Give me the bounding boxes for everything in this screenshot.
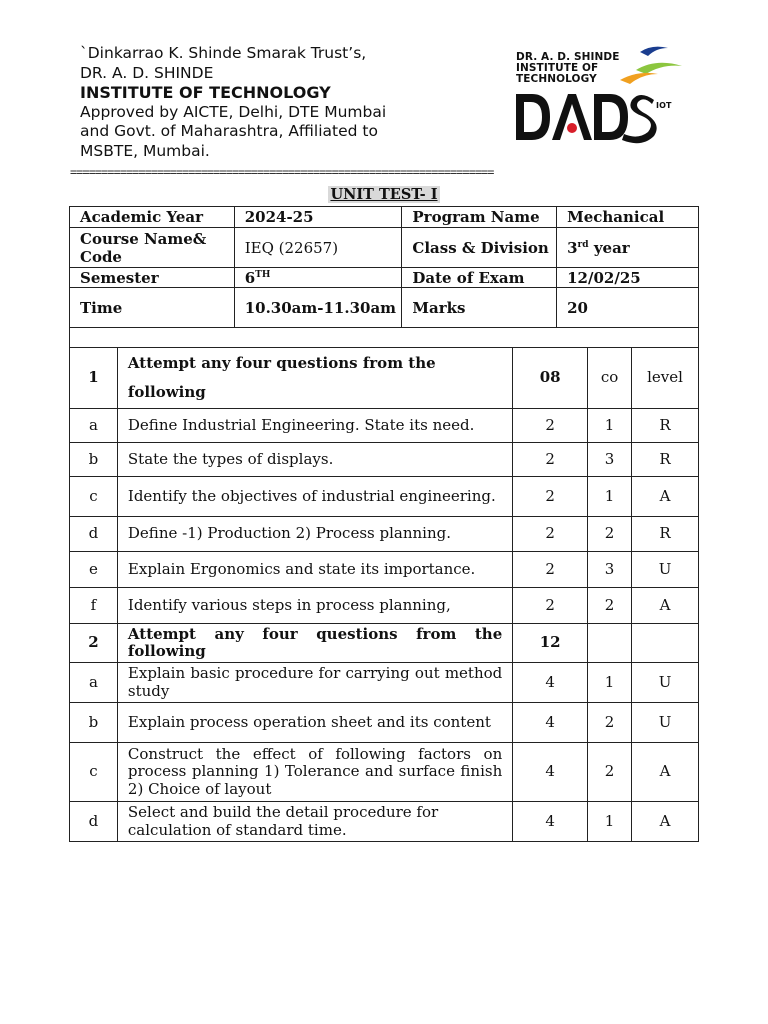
q1a-level: R (632, 409, 699, 443)
q1b-text: State the types of displays. (117, 443, 512, 477)
level-header: level (632, 348, 699, 409)
exam-info-table (69, 206, 699, 328)
header-divider: ==================================================================== (70, 166, 494, 178)
q2a-marks: 4 (513, 663, 588, 703)
program-name-value: Mechanical (557, 207, 699, 228)
q2-number: 2 (70, 624, 118, 663)
q2d-level: A (632, 802, 699, 842)
table-row (70, 207, 699, 228)
q2b-text: Explain process operation sheet and its content (117, 703, 512, 743)
q1c-co: 1 (588, 477, 632, 517)
q2b-level: U (632, 703, 699, 743)
spacer-row (69, 327, 699, 348)
course-value: IEQ (22657) (234, 228, 402, 268)
table-row (70, 517, 699, 552)
academic-year-value: 2024-25 (234, 207, 402, 228)
time-label: Time (70, 288, 235, 328)
test-title (0, 184, 768, 203)
table-row (70, 228, 699, 268)
approval-line-1: Approved by AICTE, Delhi, DTE Mumbai (80, 102, 387, 121)
academic-year-label: Academic Year (70, 207, 235, 228)
q1e-level: U (632, 552, 699, 588)
q1c-id: c (70, 477, 118, 517)
q2a-co: 1 (588, 663, 632, 703)
q1f-co: 2 (588, 588, 632, 624)
table-row (70, 288, 699, 328)
q1a-co: 1 (588, 409, 632, 443)
test-title-text: UNIT TEST- I (330, 186, 438, 203)
q1c-marks: 2 (513, 477, 588, 517)
q1c-text: Identify the objectives of industrial engineering. (117, 477, 512, 517)
program-name-label: Program Name (402, 207, 557, 228)
institute-short-name: DR. A. D. SHINDE (80, 63, 214, 82)
date-label: Date of Exam (402, 268, 557, 288)
q1b-id: b (70, 443, 118, 477)
q2b-co: 2 (588, 703, 632, 743)
blue-bird-icon (640, 47, 668, 56)
table-row (70, 663, 699, 703)
approval-line-3: MSBTE, Mumbai. (80, 141, 210, 160)
marks-label: Marks (402, 288, 557, 328)
q2-header-row (70, 624, 699, 663)
trust-name: `Dinkarrao K. Shinde Smarak Trust’s, (80, 44, 367, 62)
q1e-id: e (70, 552, 118, 588)
q1d-level: R (632, 517, 699, 552)
q1a-marks: 2 (513, 409, 588, 443)
class-value (557, 228, 699, 268)
q1d-text: Define -1) Production 2) Process planning. (117, 517, 512, 552)
table-row (70, 477, 699, 517)
q1f-text: Identify various steps in process planning, (117, 588, 512, 624)
q1e-text: Explain Ergonomics and state its importance. (117, 552, 512, 588)
q2-marks: 12 (513, 624, 588, 663)
q2a-id: a (70, 663, 118, 703)
q1-number: 1 (70, 348, 118, 409)
table-row (70, 552, 699, 588)
class-year: year (588, 238, 630, 257)
time-value: 10.30am-11.30am (234, 288, 402, 328)
q2d-co: 1 (588, 802, 632, 842)
q1b-co: 3 (588, 443, 632, 477)
q2c-level: A (632, 743, 699, 802)
q1e-co: 3 (588, 552, 632, 588)
logo-text-line1: DR. A. D. SHINDE (516, 51, 620, 63)
q2c-text: Construct the effect of following factors on process planning 1) Tolerance and surface finish 2) Choice of layout (117, 743, 512, 802)
dads-mark (516, 94, 657, 143)
q1-marks: 08 (513, 348, 588, 409)
q2-heading: Attempt any four questions from the following (117, 624, 512, 663)
q2c-co: 2 (588, 743, 632, 802)
logo-suffix: IOT (656, 101, 672, 110)
course-label: Course Name& Code (70, 228, 235, 268)
q1f-id: f (70, 588, 118, 624)
q2a-text: Explain basic procedure for carrying out method study (117, 663, 512, 703)
q2a-level: U (632, 663, 699, 703)
questions-table (69, 347, 699, 842)
q2b-marks: 4 (513, 703, 588, 743)
table-row (70, 443, 699, 477)
institute-name: INSTITUTE OF TECHNOLOGY (80, 83, 331, 103)
semester-suffix: TH (255, 269, 271, 280)
q1d-id: d (70, 517, 118, 552)
table-row (70, 743, 699, 802)
q2d-id: d (70, 802, 118, 842)
q1c-level: A (632, 477, 699, 517)
semester-label: Semester (70, 268, 235, 288)
q1a-text: Define Industrial Engineering. State its need. (117, 409, 512, 443)
q1b-level: R (632, 443, 699, 477)
class-number: 3 (567, 238, 578, 257)
q1-heading: Attempt any four questions from the following (117, 348, 512, 409)
q1f-marks: 2 (513, 588, 588, 624)
table-row (70, 588, 699, 624)
q2c-marks: 4 (513, 743, 588, 802)
logo-text-line2: INSTITUTE OF (516, 62, 599, 74)
q2b-id: b (70, 703, 118, 743)
logo-text-line3: TECHNOLOGY (516, 73, 597, 85)
table-row (70, 409, 699, 443)
date-value: 12/02/25 (557, 268, 699, 288)
q1d-co: 2 (588, 517, 632, 552)
q1d-marks: 2 (513, 517, 588, 552)
q1a-id: a (70, 409, 118, 443)
q2c-id: c (70, 743, 118, 802)
q1f-level: A (632, 588, 699, 624)
q1-header-row (70, 348, 699, 409)
co-header: co (588, 348, 632, 409)
table-row (70, 703, 699, 743)
class-suffix: rd (577, 239, 589, 250)
q1e-marks: 2 (513, 552, 588, 588)
orange-bird-icon (620, 73, 658, 84)
institute-logo (512, 44, 688, 148)
green-bird-icon (636, 63, 682, 74)
q2d-text: Select and build the detail procedure for calculation of standard time. (117, 802, 512, 842)
semester-number: 6 (244, 268, 256, 287)
q1b-marks: 2 (513, 443, 588, 477)
marks-value: 20 (557, 288, 699, 328)
semester-value (234, 268, 402, 288)
institute-header (80, 44, 480, 162)
approval-line-2: and Govt. of Maharashtra, Affiliated to (80, 122, 378, 141)
table-row (70, 268, 699, 288)
table-row (70, 802, 699, 842)
q2d-marks: 4 (513, 802, 588, 842)
class-label: Class & Division (402, 228, 557, 268)
